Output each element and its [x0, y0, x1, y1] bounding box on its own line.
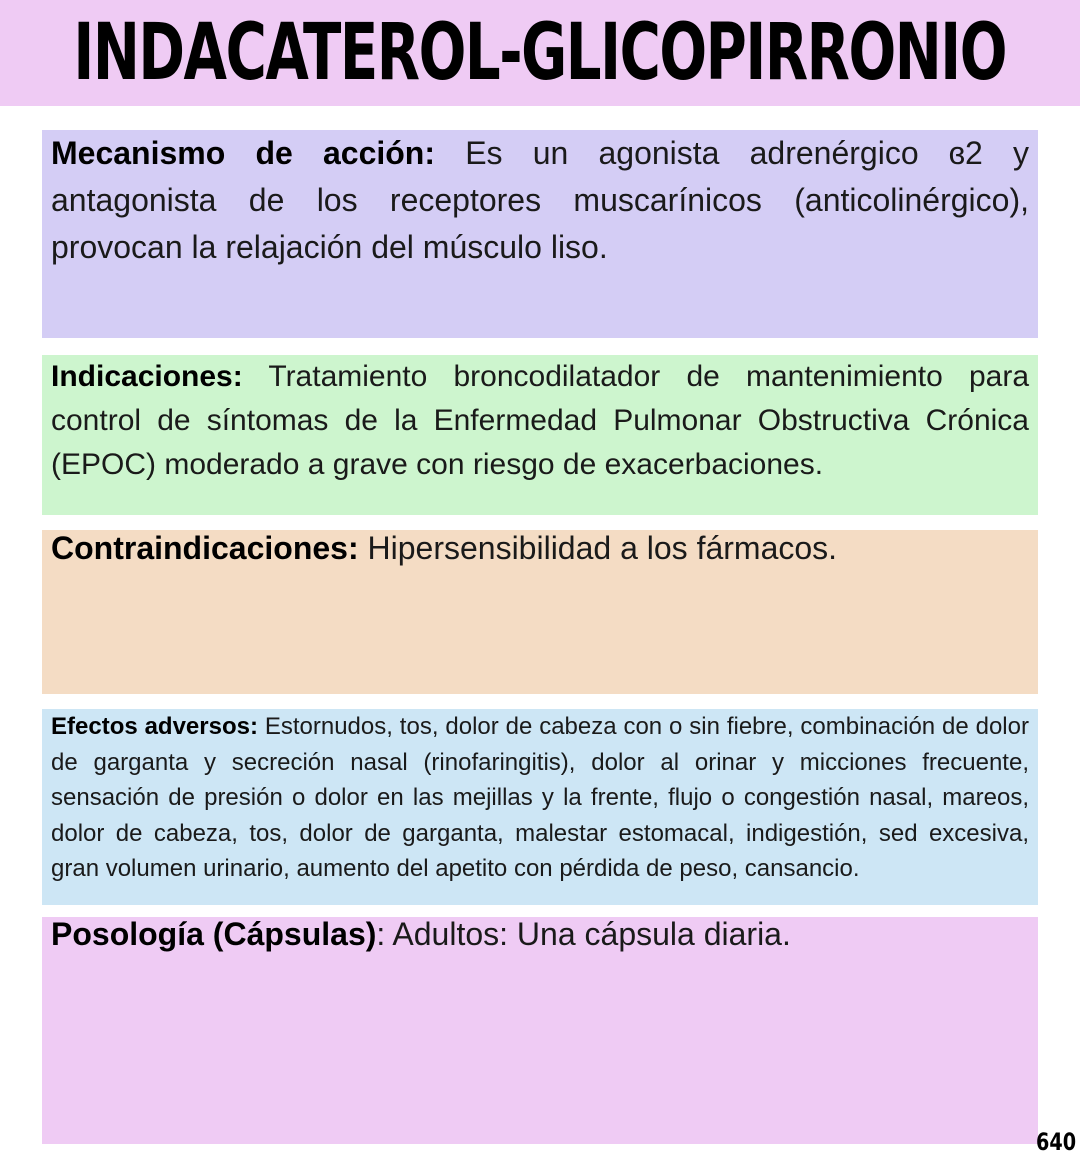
section-text: Tratamiento broncodilatador de mantenimiento para control de síntomas de la Enfermedad Pulmonar Obstructiva Crónica (EPOC) moderado a grave con riesgo de exacerbaciones.	[51, 360, 1029, 481]
section-label: Posología (Cápsulas)	[51, 916, 377, 952]
section-indicaciones	[42, 355, 1038, 515]
page-title: INDACATEROL-GLICOPIRRONIO	[73, 8, 1007, 98]
section-text: Estornudos, tos, dolor de cabeza con o sin fiebre, combinación de dolor de garganta y secreción nasal (rinofaringitis), dolor al orinar y micciones frecuente, sensación de presión o dolor en las mejillas y la frente, flujo o congestión nasal, mareos, dolor de cabeza, tos, dolor de garganta, malestar estomacal, indigestión, sed excesiva, gran volumen urinario, aumento del apetito con pérdida de peso, cansancio.	[51, 713, 1029, 882]
section-text: Hipersensibilidad a los fármacos.	[358, 530, 838, 566]
section-label: Mecanismo de acción:	[51, 135, 436, 171]
section-label: Efectos adversos:	[51, 713, 258, 740]
section-text: : Adultos: Una cápsula diaria.	[376, 916, 791, 952]
section-label: Contraindicaciones:	[51, 530, 359, 566]
section-contraindicaciones	[42, 530, 1038, 694]
title-banner	[0, 0, 1080, 106]
section-mecanismo	[42, 130, 1038, 338]
section-efectos-adversos	[42, 709, 1038, 905]
page-number: 640	[1035, 1128, 1076, 1156]
section-label: Indicaciones:	[51, 360, 243, 393]
section-text: Es un agonista adrenérgico ɞ2 y antagonista de los receptores muscarínicos (anticolinérgico), provocan la relajación del músculo liso.	[51, 135, 1030, 265]
section-posologia	[42, 917, 1038, 1144]
